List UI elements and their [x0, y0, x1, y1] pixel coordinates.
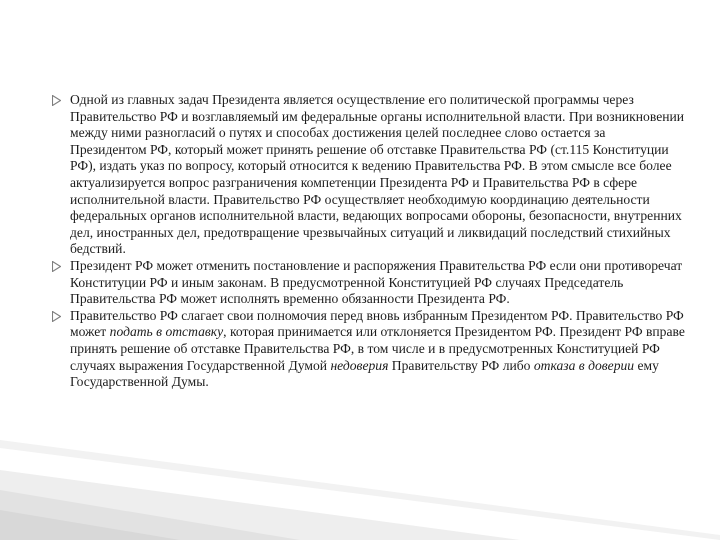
bullet-icon [52, 311, 61, 322]
background-stripes-decoration [0, 420, 720, 540]
paragraph-text: ему Государственной Думы. [70, 357, 659, 390]
italic-term: недоверия [330, 357, 389, 373]
text-body [50, 92, 685, 391]
paragraph-2 [50, 258, 685, 308]
italic-term: подать в отставку [109, 324, 224, 340]
paragraph-1 [50, 92, 685, 258]
paragraph-text: , которая принимается или отклоняется Президентом РФ. Президент РФ вправе принять решение об отставке Правительства РФ, в том числе и в предусмотренных Конституцией РФ случаях выражения Государственной Думой [70, 324, 685, 373]
paragraph-text: Правительство РФ слагает свои полномочия перед вновь избранным Президентом РФ. Правительство РФ может [70, 307, 684, 340]
paragraph-text: Правительству РФ либо [388, 357, 534, 373]
bullet-icon [52, 261, 61, 272]
bullet-icon [52, 95, 61, 106]
italic-term: отказа в доверии [533, 357, 635, 373]
paragraph-text: Одной из главных задач Президента является осуществление его политической программы через Правительство РФ и возглавляемый им федеральные органы исполнительной власти. При возникновении между ними разногласий о путях и способах достижения целей последнее слово остается за Президентом РФ, который может принять решение об отставке Правительства РФ (ст.115 Конституции РФ), издать указ по вопросу, который относится к ведению Правительства РФ. В этом смысле все более актуализируется вопрос разграничения компетенции Президента РФ и Правительства РФ в сфере исполнительной власти. Правительство РФ осуществляет необходимую координацию деятельности федеральных органов исполнительной власти, ведающих вопросами обороны, безопасности, внутренних дел, иностранных дел, предотвращение чрезвычайных ситуаций и ликвидаций последствий стихийных бедствий. [70, 92, 685, 257]
paragraph-text: Президент РФ может отменить постановление и распоряжения Правительства РФ если они противоречат Конституции РФ и иным законам. В предусмотренной Конституцией РФ случаях Председатель Правительства РФ может исполнять временно обязанности Президента РФ. [70, 257, 683, 307]
paragraph-3 [50, 308, 685, 391]
